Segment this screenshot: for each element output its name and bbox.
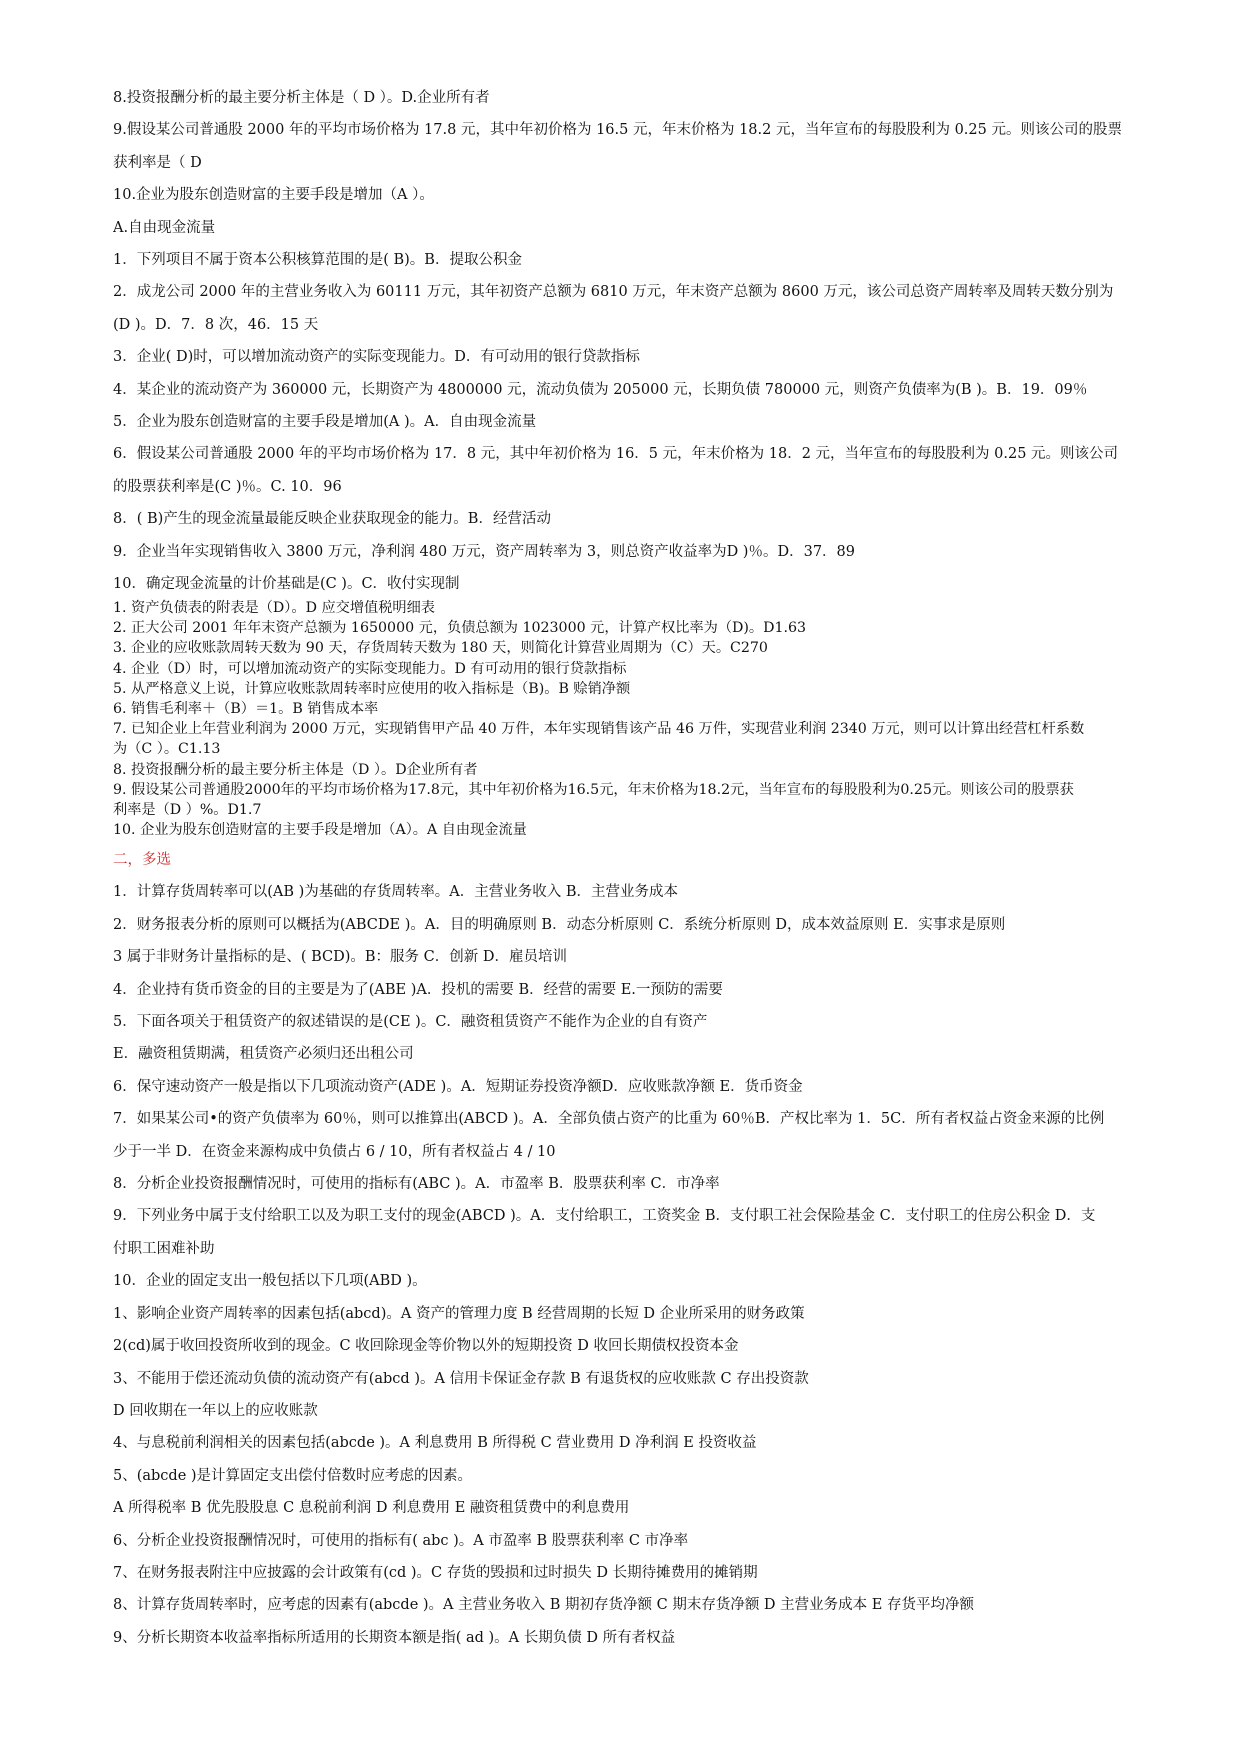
text-line: D 回收期在一年以上的应收账款 (113, 1402, 318, 1419)
text-line: 4．某企业的流动资产为 360000 元，长期资产为 4800000 元，流动负债为 205000 元，长期负债 780000 元，则资产负债率为(B )。B．19．09％ (113, 381, 1088, 398)
text-line: 6．假设某公司普通股 2000 年的平均市场价格为 17．8 元，其中年初价格为 16．5 元，年末价格为 18．2 元，当年宣布的每股股利为 0.25 元。则该公司 (113, 446, 1119, 463)
text-line: 5．企业为股东创造财富的主要手段是增加(A )。A．自由现金流量 (113, 414, 537, 431)
text-line: 8、计算存货周转率时，应考虑的因素有(abcde )。A 主营业务收入 B 期初存货净额 C 期末存货净额 D 主营业务成本 E 存货平均净额 (113, 1597, 974, 1614)
text-line: 5、(abcde )是计算固定支出偿付倍数时应考虑的因素。 (113, 1467, 473, 1484)
text-line: 10.企业为股东创造财富的主要手段是增加（A ）。 (113, 187, 434, 204)
text-line: 8.投资报酬分析的最主要分析主体是（ D ）。D.企业所有者 (113, 90, 490, 106)
text-line: E．融资租赁期满，租赁资产必须归还出租公司 (113, 1046, 414, 1063)
text-line: 9. 假设某公司普通股2000年的平均市场价格为17.8元，其中年初价格为16.5元，年末价格为18.2元，当年宣布的每股股利为0.25元。则该公司的股票获 (113, 781, 1074, 798)
text-line: A.自由现金流量 (113, 219, 216, 236)
text-line: A 所得税率 B 优先股股息 C 息税前利润 D 利息费用 E 融资租赁费中的利息费用 (113, 1500, 630, 1517)
text-line: 5. 从严格意义上说，计算应收账款周转率时应使用的收入指标是（B)。B 赊销净额 (113, 680, 631, 697)
text-line: 9．企业当年实现销售收入 3800 万元，净利润 480 万元，资产周转率为 3，则总资产收益率为D )％。D．37．89 (113, 543, 855, 560)
text-line: 7、在财务报表附注中应披露的会计政策有(cd )。C 存货的毁损和过时损失 D 长期待摊费用的摊销期 (113, 1564, 758, 1581)
text-line: 3. 企业的应收账款周转天数为 90 天，存货周转天数为 180 天，则简化计算营业周期为（C）天。C270 (113, 640, 768, 657)
text-line: 10．企业的固定支出一般包括以下几项(ABD )。 (113, 1273, 427, 1290)
text-line: 3．企业( D)时，可以增加流动资产的实际变现能力。D．有可动用的银行贷款指标 (113, 349, 640, 366)
multiple-choice-section (113, 844, 1153, 1654)
text-line: 4、与息税前利润相关的因素包括(abcde )。A 利息费用 B 所得税 C 营业费用 D 净利润 E 投资收益 (113, 1435, 757, 1452)
text-line: 2．财务报表分析的原则可以概括为(ABCDE )。A．目的明确原则 B．动态分析原则 C．系统分析原则 D，成本效益原则 E．实事求是原则 (113, 916, 1006, 933)
text-line: 6、分析企业投资报酬情况时，可使用的指标有( abc )。A 市盈率 B 股票获利率 C 市净率 (113, 1532, 689, 1549)
text-line: 2．成龙公司 2000 年的主营业务收入为 60111 万元，其年初资产总额为 6810 万元，年末资产总额为 8600 万元，该公司总资产周转率及周转天数分别为 (113, 284, 1114, 301)
text-line: 3 属于非财务计量指标的是、( BCD)。B：服务 C．创新 D．雇员培训 (113, 949, 567, 966)
text-line: 9.假设某公司普通股 2000 年的平均市场价格为 17.8 元，其中年初价格为 16.5 元，年末价格为 18.2 元，当年宣布的每股股利为 0.25 元。则该公司的股票 (113, 122, 1122, 139)
text-line: 2. 正大公司 2001 年年末资产总额为 1650000 元，负债总额为 1023000 元，计算产权比率为（D)。D1.63 (113, 620, 807, 637)
text-line: 4．企业持有货币资金的目的主要是为了(ABE )A．投机的需要 B．经营的需要 E.一预防的需要 (113, 981, 723, 998)
text-line: 8．( B)产生的现金流量最能反映企业获取现金的能力。B．经营活动 (113, 511, 551, 528)
text-line: 3、不能用于偿还流动负债的流动资产有(abcd )。A 信用卡保证金存款 B 有退货权的应收账款 C 存出投资款 (113, 1370, 809, 1387)
text-line: 1．计算存货周转率可以(AB )为基础的存货周转率。A．主营业务收入 B．主营业务成本 (113, 884, 679, 901)
text-line: 6. 销售毛利率＋（B）＝1。B 销售成本率 (113, 701, 379, 718)
text-line: 8．分析企业投资报酬情况时，可使用的指标有(ABC )。A．市盈率 B．股票获利率 C．市净率 (113, 1176, 720, 1193)
text-line: 7．如果某公司•的资产负债率为 60％，则可以推算出(ABCD )。A．全部负债占资产的比重为 60％B．产权比率为 1．5C．所有者权益占资金来源的比例 (113, 1111, 1105, 1128)
text-line: 6．保守速动资产一般是指以下几项流动资产(ADE )。A．短期证券投资净额D．应收账款净额 E．货币资金 (113, 1078, 803, 1095)
text-line: 4. 企业（D）时，可以增加流动资产的实际变现能力。D 有可动用的银行贷款指标 (113, 660, 627, 677)
text-line: (D )。D．7．8 次，46．15 天 (113, 316, 319, 333)
text-line: 1. 资产负债表的附表是（D）。D 应交增值税明细表 (113, 600, 435, 616)
text-line: 获利率是（ D (113, 154, 202, 171)
text-line: 9．下列业务中属于支付给职工以及为职工支付的现金(ABCD )。A．支付给职工，工资奖金 B．支付职工社会保险基金 C．支付职工的住房公积金 D．支 (113, 1208, 1096, 1225)
text-line: 1．下列项目不属于资本公积核算范围的是( B)。B．提取公积金 (113, 252, 522, 269)
text-line: 利率是（D ）%。D1.7 (113, 802, 262, 819)
text-line: 少于一半 D．在资金来源构成中负债占 6 / 10，所有者权益占 4 / 10 (113, 1143, 556, 1160)
text-line: 7. 已知企业上年营业利润为 2000 万元，实现销售甲产品 40 万件，本年实现销售该产品 46 万件，实现营业利润 2340 万元，则可以计算出经营杠杆系数 (113, 721, 1085, 738)
text-line: 为（C ）。C1.13 (113, 741, 221, 758)
single-choice-block-b (113, 598, 1153, 840)
text-line: 5．下面各项关于租赁资产的叙述错误的是(CE )。C．融资租赁资产不能作为企业的自有资产 (113, 1014, 708, 1031)
text-line: 2(cd)属于收回投资所收到的现金。C 收回除现金等价物以外的短期投资 D 收回长期债权投资本金 (113, 1338, 739, 1355)
text-line: 10. 企业为股东创造财富的主要手段是增加（A）。A 自由现金流量 (113, 822, 527, 839)
section-heading: 二，多选 (113, 852, 171, 868)
text-line: 的股票获利率是(C )％。C. 10．96 (113, 478, 342, 495)
text-line: 1、影响企业资产周转率的因素包括(abcd)。A 资产的管理力度 B 经营周期的长短 D 企业所采用的财务政策 (113, 1305, 805, 1322)
text-line: 9、分析长期资本收益率指标所适用的长期资本额是指( ad )。A 长期负债 D 所有者权益 (113, 1629, 676, 1646)
text-line: 10．确定现金流量的计价基础是(C )。C．收付实现制 (113, 576, 460, 593)
single-choice-block-a (113, 82, 1153, 601)
text-line: 付职工困难补助 (113, 1240, 215, 1257)
text-line: 8. 投资报酬分析的最主要分析主体是（D ）。D企业所有者 (113, 761, 478, 778)
